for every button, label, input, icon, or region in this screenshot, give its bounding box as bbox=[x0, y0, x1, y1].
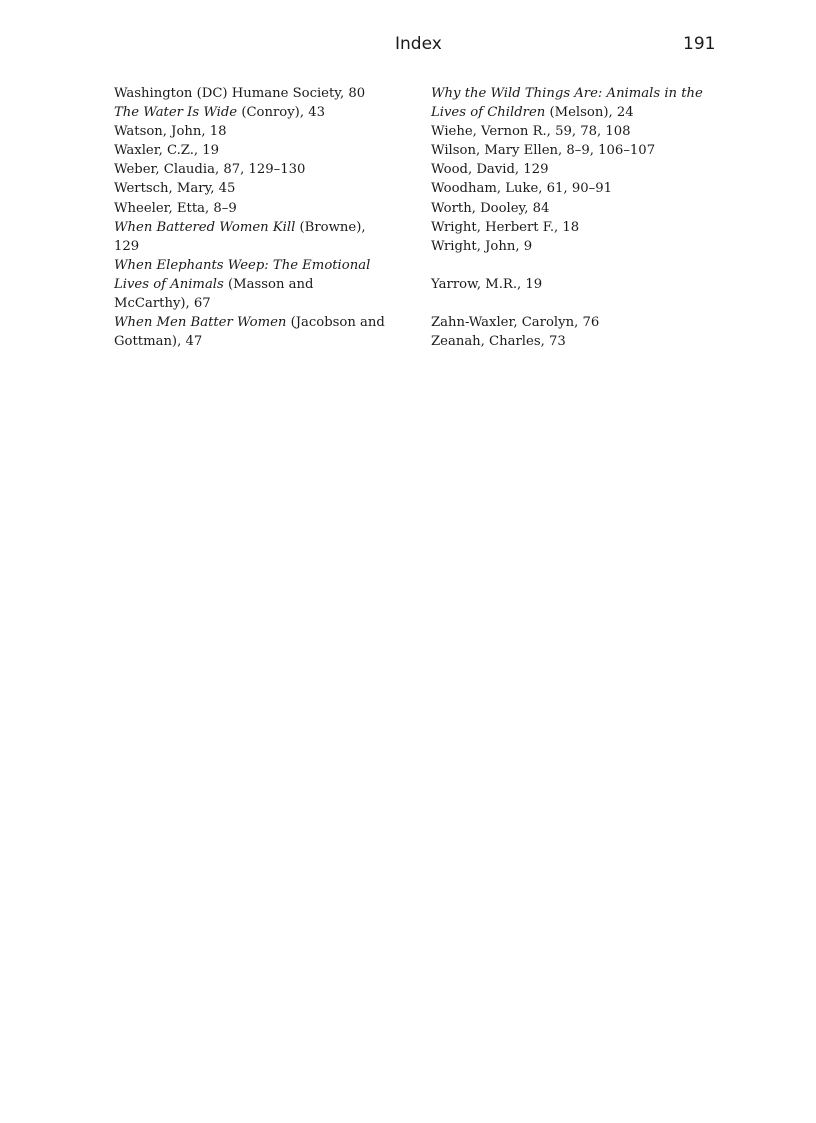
index-entry bbox=[431, 160, 721, 179]
index-entry bbox=[114, 141, 414, 160]
index-entry bbox=[431, 141, 721, 160]
entry-text: Zeanah, Charles, 73 bbox=[431, 334, 566, 350]
index-entry bbox=[114, 103, 414, 122]
entry-text: Wertsch, Mary, 45 bbox=[114, 181, 236, 197]
entry-text: Zahn-Waxler, Carolyn, 76 bbox=[431, 315, 600, 331]
letter-group-spacer bbox=[431, 294, 721, 313]
index-entry-line bbox=[431, 122, 721, 141]
index-entry bbox=[431, 218, 721, 237]
index-entry-line bbox=[431, 84, 721, 103]
title-italic-text: When Men Batter Women bbox=[114, 315, 287, 331]
entry-text: 129 bbox=[114, 238, 140, 254]
entry-text: Wilson, Mary Ellen, 8–9, 106–107 bbox=[431, 143, 656, 159]
title-italic-text: Lives of Animals bbox=[114, 276, 224, 292]
index-entry-line bbox=[114, 179, 414, 198]
entry-text: Weber, Claudia, 87, 129–130 bbox=[114, 162, 306, 178]
index-entry bbox=[114, 179, 414, 198]
index-column-left bbox=[114, 84, 414, 351]
index-entry-line bbox=[114, 141, 414, 160]
entry-text: McCarthy), 67 bbox=[114, 296, 211, 312]
index-entry-line bbox=[114, 275, 414, 294]
index-entry bbox=[431, 84, 721, 122]
index-entry-line bbox=[431, 103, 721, 122]
page-number: 191 bbox=[683, 34, 716, 54]
entry-text: Waxler, C.Z., 19 bbox=[114, 143, 220, 159]
entry-text: Wright, John, 9 bbox=[431, 238, 533, 254]
index-entry-line bbox=[431, 199, 721, 218]
index-entry-line bbox=[114, 218, 414, 237]
index-entry bbox=[431, 237, 721, 256]
entry-text: Washington (DC) Humane Society, 80 bbox=[114, 86, 366, 101]
index-entry-line bbox=[431, 160, 721, 179]
index-entry-line bbox=[431, 275, 721, 294]
index-entry-line bbox=[114, 256, 414, 275]
entry-text: Yarrow, M.R., 19 bbox=[431, 276, 543, 292]
index-entry-line bbox=[431, 218, 721, 237]
index-entry-line bbox=[114, 294, 414, 313]
index-entry-line bbox=[114, 332, 414, 351]
entry-text: Woodham, Luke, 61, 90–91 bbox=[431, 181, 612, 197]
index-entry-line bbox=[114, 160, 414, 179]
index-column-right bbox=[431, 84, 721, 351]
index-entry bbox=[431, 199, 721, 218]
index-entry bbox=[114, 313, 414, 351]
index-entry bbox=[114, 160, 414, 179]
index-entry bbox=[114, 199, 414, 218]
entry-text: Wood, David, 129 bbox=[431, 162, 549, 178]
entry-text: (Masson and bbox=[223, 276, 314, 292]
index-entry bbox=[114, 256, 414, 313]
index-entry bbox=[431, 275, 721, 294]
letter-group-spacer bbox=[431, 256, 721, 275]
index-entry bbox=[114, 84, 414, 103]
index-entry bbox=[114, 218, 414, 256]
title-italic-text: Why the Wild Things Are: Animals in the bbox=[431, 86, 703, 101]
index-entry bbox=[431, 332, 721, 351]
running-head bbox=[0, 34, 816, 58]
running-head-title: Index bbox=[395, 34, 442, 54]
title-italic-text: When Battered Women Kill bbox=[114, 219, 296, 235]
index-entry-line bbox=[431, 332, 721, 351]
entry-text: Worth, Dooley, 84 bbox=[431, 200, 550, 216]
index-entry bbox=[431, 179, 721, 198]
index-entry-line bbox=[114, 313, 414, 332]
entry-text: (Jacobson and bbox=[286, 315, 385, 331]
entry-text: Watson, John, 18 bbox=[114, 124, 227, 140]
entry-text: Gottman), 47 bbox=[114, 334, 203, 350]
entry-text: (Conroy), 43 bbox=[237, 105, 325, 121]
title-italic-text: Lives of Children bbox=[431, 105, 546, 121]
entry-text: Wheeler, Etta, 8–9 bbox=[114, 200, 237, 216]
index-entry-line bbox=[431, 179, 721, 198]
title-italic-text: When Elephants Weep: The Emotional bbox=[114, 257, 371, 273]
entry-text: (Melson), 24 bbox=[545, 105, 634, 121]
index-entry bbox=[431, 122, 721, 141]
index-entry-line bbox=[431, 237, 721, 256]
index-entry-line bbox=[114, 237, 414, 256]
index-entry-line bbox=[431, 313, 721, 332]
index-entry bbox=[114, 122, 414, 141]
entry-text: Wiehe, Vernon R., 59, 78, 108 bbox=[431, 124, 631, 140]
index-entry-line bbox=[114, 122, 414, 141]
index-entry-line bbox=[114, 103, 414, 122]
title-italic-text: The Water Is Wide bbox=[114, 105, 238, 121]
entry-text: (Browne), bbox=[295, 219, 366, 235]
entry-text: Wright, Herbert F., 18 bbox=[431, 219, 580, 235]
index-entry-line bbox=[114, 199, 414, 218]
index-entry-line bbox=[114, 84, 414, 103]
index-entry-line bbox=[431, 141, 721, 160]
index-entry bbox=[431, 313, 721, 332]
